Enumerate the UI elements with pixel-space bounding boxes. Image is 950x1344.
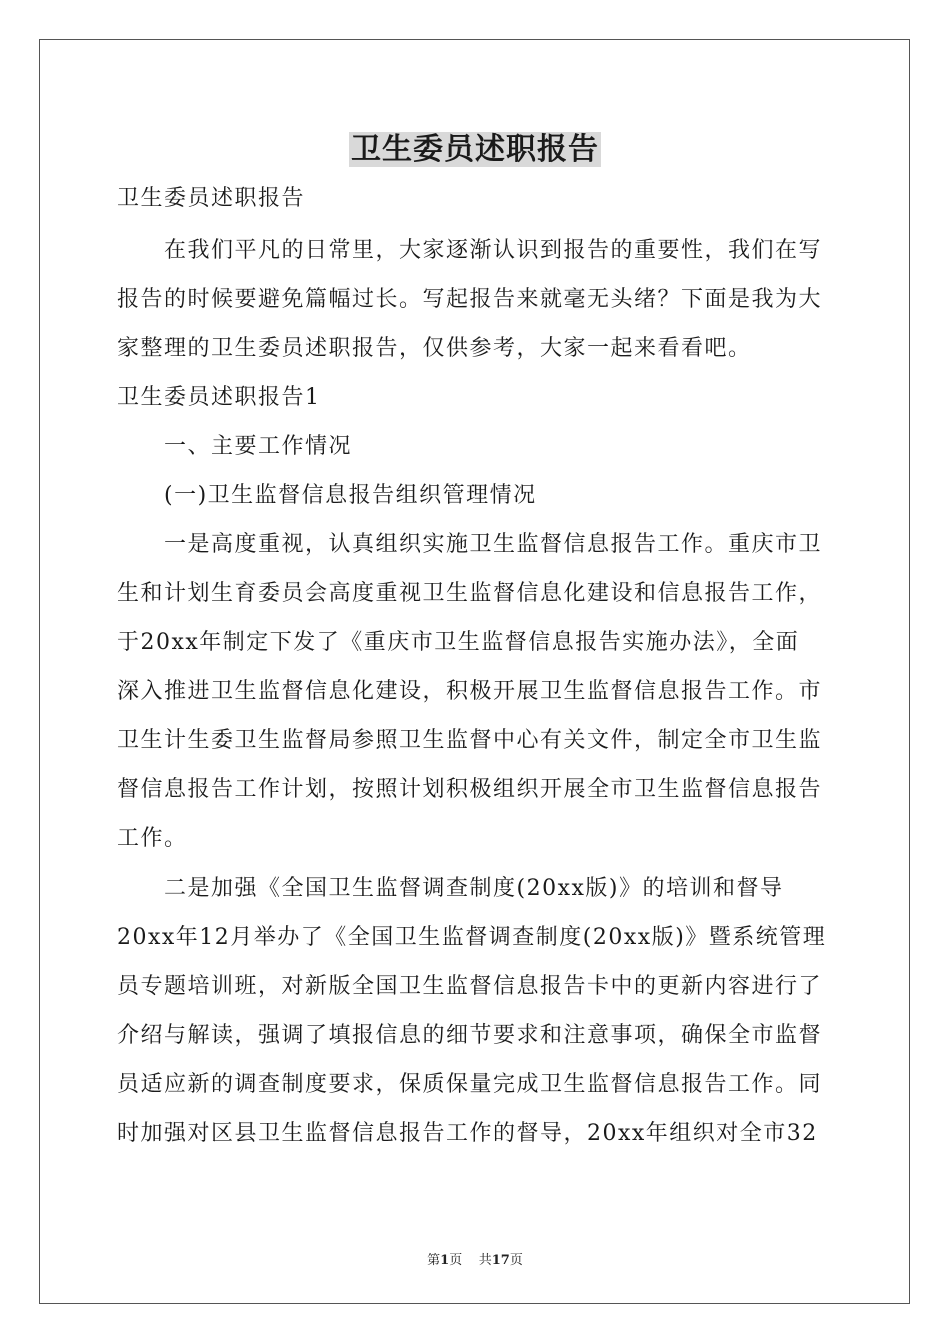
current-page-number: 1 xyxy=(440,1253,450,1268)
page-unit: 页 xyxy=(449,1253,463,1268)
intro-line: 家整理的卫生委员述职报告，仅供参考，大家一起来看看吧。 xyxy=(117,336,752,361)
subtitle: 卫生委员述职报告 xyxy=(117,186,306,211)
paragraph-line: 员专题培训班，对新版全国卫生监督信息报告卡中的更新内容进行了 xyxy=(117,974,823,999)
document-title-text: 卫生委员述职报告 xyxy=(351,132,599,167)
section-title: 卫生委员述职报告1 xyxy=(117,385,321,410)
document-body xyxy=(117,174,835,1158)
paragraph-line: 于20xx年制定下发了《重庆市卫生监督信息报告实施办法》，全面 xyxy=(117,630,800,655)
paragraph-line: 二是加强《全国卫生监督调查制度(20xx版)》的培训和督导 xyxy=(164,876,784,901)
document-title xyxy=(0,128,950,172)
paragraph-line: 20xx年12月举办了《全国卫生监督调查制度(20xx版)》暨系统管理 xyxy=(117,925,827,950)
page-footer xyxy=(0,1249,950,1268)
paragraph-line: 介绍与解读，强调了填报信息的细节要求和注意事项，确保全市监督 xyxy=(117,1023,823,1048)
paragraph-line: 员适应新的调查制度要求，保质保量完成卫生监督信息报告工作。同 xyxy=(117,1072,823,1097)
paragraph-line: 一是高度重视，认真组织实施卫生监督信息报告工作。重庆市卫 xyxy=(164,532,823,557)
intro-line: 报告的时候要避免篇幅过长。写起报告来就毫无头绪？下面是我为大 xyxy=(117,287,823,312)
paragraph-line: 工作。 xyxy=(117,826,188,851)
total-page-number: 17 xyxy=(491,1253,510,1268)
page-prefix: 第 xyxy=(427,1253,441,1268)
paragraph-line: 卫生计生委卫生监督局参照卫生监督中心有关文件，制定全市卫生监 xyxy=(117,728,823,753)
paragraph-line: 生和计划生育委员会高度重视卫生监督信息化建设和信息报告工作， xyxy=(117,581,823,606)
heading-management: (一)卫生监督信息报告组织管理情况 xyxy=(164,483,537,508)
heading-main-work: 一、主要工作情况 xyxy=(164,434,353,459)
total-prefix: 共 xyxy=(478,1253,492,1268)
total-unit: 页 xyxy=(509,1253,523,1268)
paragraph-line: 深入推进卫生监督信息化建设，积极开展卫生监督信息报告工作。市 xyxy=(117,679,823,704)
intro-line: 在我们平凡的日常里，大家逐渐认识到报告的重要性，我们在写 xyxy=(164,238,823,263)
paragraph-line: 时加强对区县卫生监督信息报告工作的督导，20xx年组织对全市32 xyxy=(117,1121,818,1146)
paragraph-line: 督信息报告工作计划，按照计划积极组织开展全市卫生监督信息报告 xyxy=(117,777,823,802)
